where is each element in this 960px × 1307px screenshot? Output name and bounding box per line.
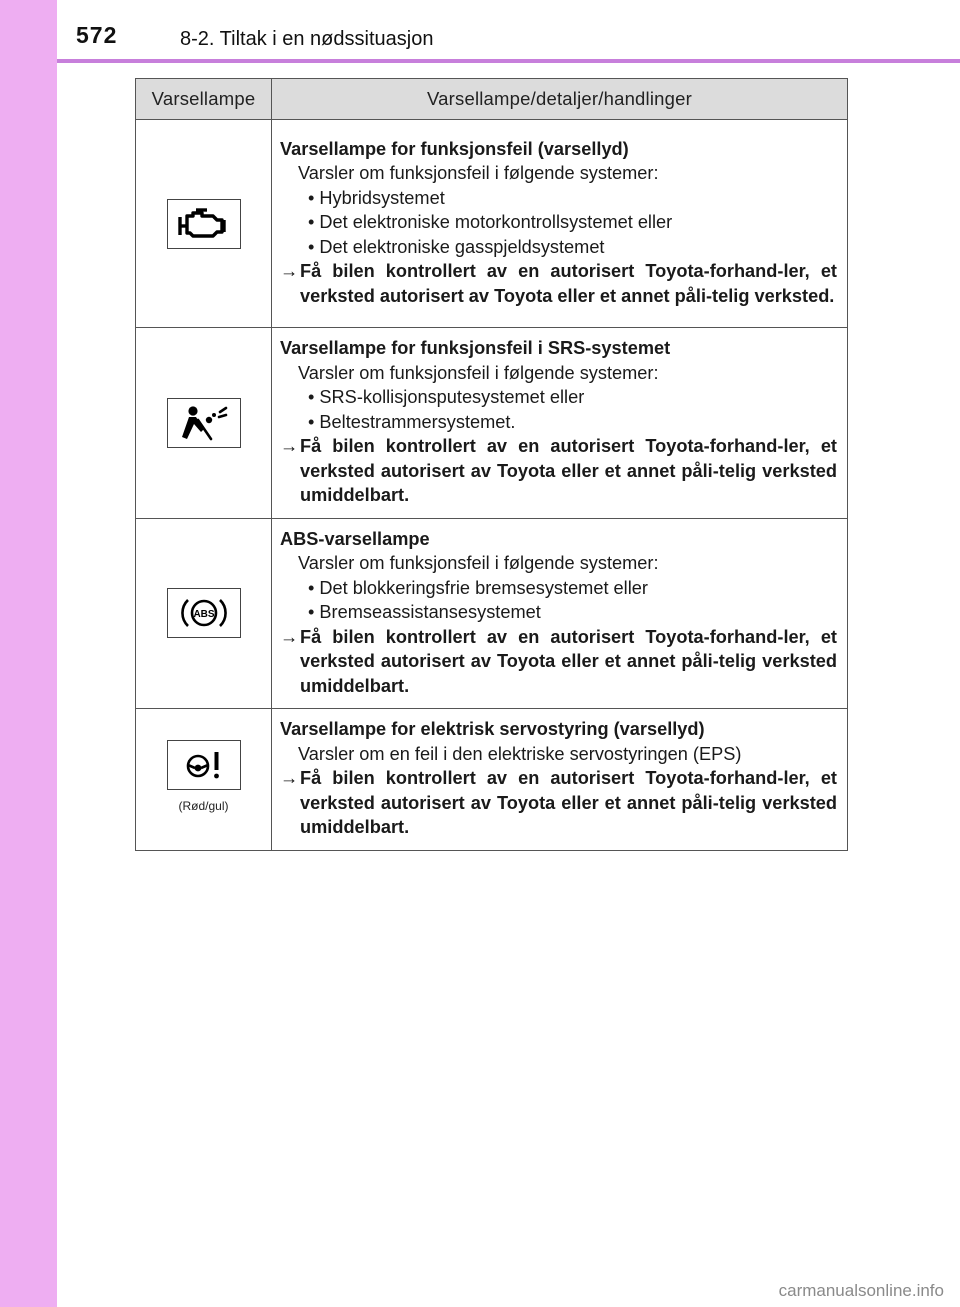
page-number: 572 bbox=[76, 22, 118, 48]
list-item: • Det elektroniske motorkontrollsystemet eller bbox=[308, 212, 673, 233]
action-instruction bbox=[280, 625, 837, 699]
details-cell bbox=[272, 518, 848, 709]
lamp-title: Varsellampe for funksjonsfeil i SRS-systemet bbox=[280, 338, 671, 358]
action-text: Få bilen kontrollert av en autorisert Toyota-forhand-ler, et verksted autorisert av Toyota eller et annet påli-telig verksted umiddelbart. bbox=[300, 768, 837, 837]
lamp-title: ABS-varsellampe bbox=[280, 528, 430, 549]
action-text: Få bilen kontrollert av en autorisert Toyota-forhand-ler, et verksted autorisert av Toyota eller et annet påli-telig verksted umiddelbart. bbox=[300, 436, 837, 505]
table-row bbox=[136, 120, 848, 328]
list-item: • SRS-kollisjonsputesystemet eller bbox=[308, 387, 585, 407]
lamp-cell bbox=[136, 328, 272, 519]
list-item: • Hybridsystemet bbox=[308, 187, 445, 208]
details-cell bbox=[272, 120, 848, 328]
lamp-title: Varsellampe for elektrisk servostyring (varsellyd) bbox=[280, 719, 705, 739]
abs-icon-label: ABS bbox=[192, 609, 215, 621]
arrow-icon: → bbox=[280, 436, 299, 456]
action-instruction bbox=[280, 766, 837, 840]
list-item: • Det elektroniske gasspjeldsystemet bbox=[308, 236, 605, 257]
side-color-strip bbox=[0, 0, 57, 1307]
column-header-lamp: Varsellampe bbox=[136, 79, 272, 120]
lamp-title: Varsellampe for funksjonsfeil (varsellyd) bbox=[280, 138, 629, 159]
warning-lamp-table bbox=[135, 78, 848, 851]
action-instruction bbox=[280, 259, 837, 308]
details-cell bbox=[272, 328, 848, 519]
header-divider bbox=[57, 59, 960, 63]
table-header-row bbox=[136, 79, 848, 120]
list-item: • Bremseassistansesystemet bbox=[308, 602, 541, 622]
list-item: • Beltestrammersystemet. bbox=[308, 411, 516, 432]
check-engine-icon bbox=[167, 199, 241, 249]
arrow-icon: → bbox=[280, 261, 299, 282]
column-header-details: Varsellampe/detaljer/handlinger bbox=[272, 79, 848, 120]
lamp-description: Varsler om funksjonsfeil i følgende systemer: bbox=[298, 163, 659, 184]
action-instruction bbox=[280, 434, 837, 508]
table-row bbox=[136, 518, 848, 709]
details-cell bbox=[272, 709, 848, 851]
arrow-icon: → bbox=[280, 768, 299, 788]
action-text: Få bilen kontrollert av en autorisert Toyota-forhand-ler, et verksted autorisert av Toyota eller et annet påli-telig verksted. bbox=[300, 261, 837, 306]
watermark: carmanualsonline.info bbox=[778, 1281, 944, 1300]
action-text: Få bilen kontrollert av en autorisert Toyota-forhand-ler, et verksted autorisert av Toyota eller et annet påli-telig verksted umiddelbart. bbox=[300, 626, 837, 696]
lamp-cell bbox=[136, 120, 272, 328]
lamp-description: Varsler om funksjonsfeil i følgende systemer: bbox=[298, 362, 659, 383]
table-row bbox=[136, 328, 848, 519]
arrow-icon: → bbox=[280, 626, 299, 647]
lamp-cell bbox=[136, 518, 272, 709]
srs-airbag-icon bbox=[167, 398, 241, 448]
lamp-description: Varsler om funksjonsfeil i følgende systemer: bbox=[298, 553, 659, 573]
lamp-description: Varsler om en feil i den elektriske servostyringen (EPS) bbox=[298, 743, 742, 764]
abs-icon bbox=[167, 588, 241, 638]
section-title: 8-2. Tiltak i en nødssituasjon bbox=[180, 28, 434, 50]
list-item: • Det blokkeringsfrie bremsesystemet eller bbox=[308, 577, 648, 598]
lamp-color-note: (Rød/gul) bbox=[178, 799, 229, 813]
lamp-cell bbox=[136, 709, 272, 851]
power-steering-icon bbox=[167, 740, 241, 790]
table-row bbox=[136, 709, 848, 851]
